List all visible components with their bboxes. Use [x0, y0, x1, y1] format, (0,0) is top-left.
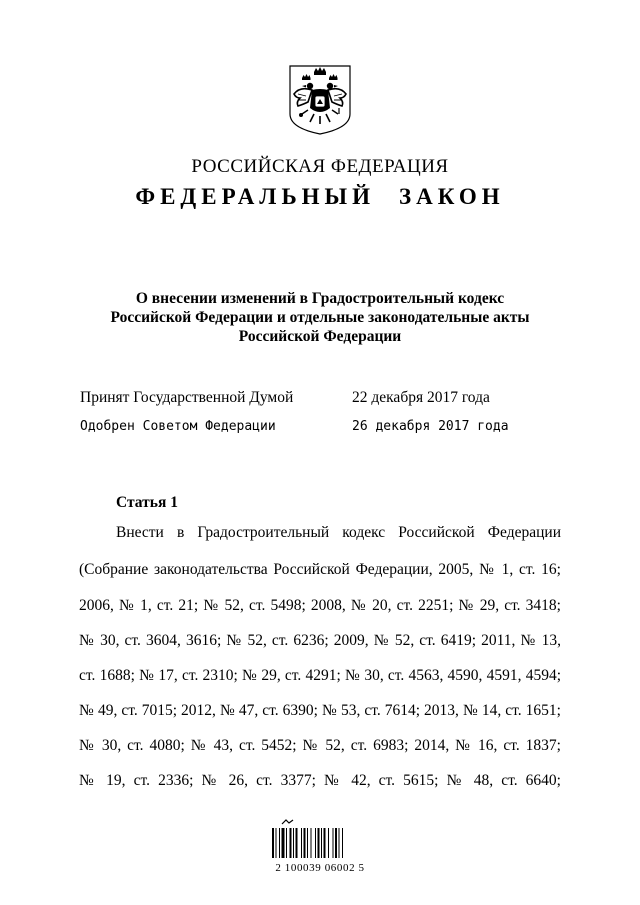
- article-text-line: 2006, № 1, ст. 21; № 52, ст. 5498; 2008, № 20, ст. 2251; № 29, ст. 3418;: [79, 597, 561, 614]
- law-subject: [80, 289, 560, 346]
- duma-label: Принят Государственной Думой: [80, 389, 294, 406]
- subject-line: Российской Федерации и отдельные законодательные акты: [110, 309, 530, 326]
- country-name: РОССИЙСКАЯ ФЕДЕРАЦИЯ: [191, 156, 449, 177]
- law-title-word-1: ФЕДЕРАЛЬНЫЙ: [135, 184, 376, 209]
- document-type-title: [0, 184, 640, 210]
- article-text-line: (Собрание законодательства Российской Федерации, 2005, № 1, ст. 16;: [79, 561, 561, 578]
- article-text-line: № 30, ст. 3604, 3616; № 52, ст. 6236; 2009, № 52, ст. 6419; 2011, № 13,: [79, 632, 561, 649]
- law-title-word-2: ЗАКОН: [399, 184, 505, 209]
- coat-of-arms-icon: [286, 64, 354, 136]
- article-text-line: № 30, ст. 4080; № 43, ст. 5452; № 52, ст. 6983; 2014, № 16, ст. 1837;: [79, 737, 561, 754]
- article-text-line: Внести в Градостроительный кодекс Российской Федерации: [116, 524, 561, 541]
- duma-date: 22 декабря 2017 года: [352, 389, 490, 406]
- council-label: Одобрен Советом Федерации: [80, 419, 276, 434]
- subject-line: О внесении изменений в Градостроительный кодекс: [135, 290, 505, 307]
- barcode-icon: [268, 818, 372, 864]
- council-date: 26 декабря 2017 года: [352, 419, 509, 434]
- barcode-number: 2 100039 06002 5: [275, 862, 365, 874]
- article-text-line: ст. 1688; № 17, ст. 2310; № 29, ст. 4291; № 30, ст. 4563, 4590, 4591, 4594;: [79, 667, 561, 684]
- subject-line: Российской Федерации: [238, 328, 402, 345]
- article-heading: Статья 1: [116, 494, 178, 511]
- article-text-line: № 19, ст. 2336; № 26, ст. 3377; № 42, ст. 5615; № 48, ст. 6640;: [79, 772, 561, 789]
- article-text-line: № 49, ст. 7015; 2012, № 47, ст. 6390; № 53, ст. 7614; 2013, № 14, ст. 1651;: [79, 702, 561, 719]
